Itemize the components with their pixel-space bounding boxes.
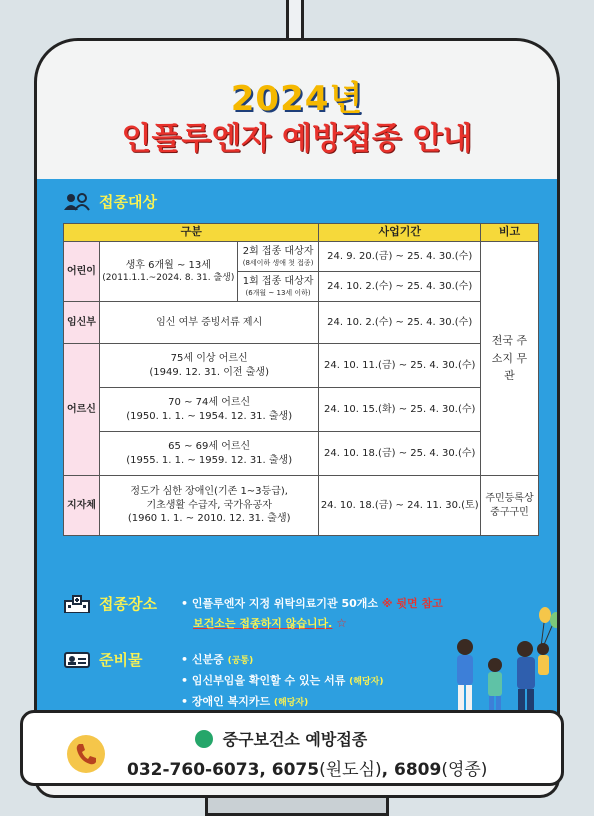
center-name <box>195 727 367 750</box>
elder70-period: 24. 10. 15.(화) ~ 25. 4. 30.(수) <box>319 388 481 432</box>
phone-main: 032-760-6073, 6075 <box>127 760 320 780</box>
local-note <box>480 476 538 536</box>
prep-item <box>181 651 253 667</box>
prep-item-text: • 임신부임을 확인할 수 있는 서류 <box>181 674 346 687</box>
second-period: 24. 9. 20.(금) ~ 25. 4. 30.(수) <box>319 242 481 272</box>
elder70-sub: (1950. 1. 1. ~ 1954. 12. 31. 출생) <box>126 410 293 422</box>
elder75-sub: (1949. 12. 31. 이전 출생) <box>149 366 269 378</box>
prep-item <box>181 693 308 709</box>
elder70-cell <box>99 388 319 432</box>
pregnant-label: 임신부 <box>64 302 100 344</box>
phone-numbers <box>127 755 487 780</box>
phone-glyph <box>67 735 105 773</box>
pregnant-desc: 임신 여부 증빙서류 제시 <box>99 302 319 344</box>
place-line1-text: • 인플루엔자 지정 위탁의료기관 50개소 <box>181 597 379 610</box>
content-panel <box>37 179 557 739</box>
second-dose-cell <box>237 242 319 272</box>
first-dose: 1회 접종 대상자 <box>242 276 314 288</box>
table-row <box>64 242 539 272</box>
header-note: 비고 <box>480 224 538 242</box>
phone-loc1: (원도심) <box>319 760 382 780</box>
prep-heading <box>63 649 142 670</box>
elder70: 70 ~ 74세 어르신 <box>168 397 251 408</box>
table-row <box>64 302 539 344</box>
kids-label: 어린이 <box>64 242 100 302</box>
second-dose-sub: (8세이하 생애 첫 접종) <box>242 258 314 267</box>
local-desc2: 기초생활 수급자, 국가유공자 <box>146 499 272 511</box>
elder75-period: 24. 10. 11.(금) ~ 25. 4. 30.(수) <box>319 344 481 388</box>
place-line2 <box>193 615 347 631</box>
table-row <box>64 476 539 536</box>
elder65-cell <box>99 432 319 476</box>
id-card-icon <box>63 651 91 669</box>
prep-item <box>181 672 383 688</box>
place-heading <box>63 593 157 614</box>
contact-footer <box>20 710 564 786</box>
place-line2-text: 보건소는 접종하지 않습니다. <box>193 617 333 630</box>
first-dose-cell <box>237 272 319 302</box>
place-line1 <box>181 595 443 611</box>
note-cell <box>480 242 538 476</box>
health-center-icon <box>195 730 213 748</box>
local-note-text: 주민등록상 중구구민 <box>485 493 534 518</box>
title-year: 2024년 <box>230 79 364 119</box>
elder75-cell <box>99 344 319 388</box>
table-header-row <box>64 224 539 242</box>
elder75: 75세 이상 어르신 <box>170 353 248 364</box>
first-dose-sub: (6개월 ~ 13세 이하) <box>245 288 311 297</box>
prep-item-note: (해당자) <box>273 698 309 708</box>
elder65: 65 ~ 69세 어르신 <box>168 441 251 452</box>
table-row <box>64 432 539 476</box>
place-line1-note: ※ 뒷면 참고 <box>381 597 443 610</box>
center-name-text: 중구보건소 예방접종 <box>222 730 368 749</box>
hospital-icon <box>63 595 91 613</box>
phone-icon <box>67 735 105 773</box>
people-icon <box>63 193 91 211</box>
title-main: 인플루엔자 예방접종 안내 <box>121 121 473 157</box>
note-text: 전국 주소지 무관 <box>491 334 528 383</box>
prep-item-text: • 장애인 복지카드 <box>181 695 271 708</box>
prep-item-note: (공통) <box>227 656 254 666</box>
prep-item-note: (해당자) <box>349 677 384 687</box>
kids-age-cell <box>99 242 237 302</box>
target-heading-text: 접종대상 <box>99 193 157 211</box>
schedule-table <box>63 223 539 536</box>
elder65-sub: (1955. 1. 1. ~ 1959. 12. 31. 출생) <box>126 454 293 466</box>
kids-age: 생후 6개월 ~ 13세 <box>125 259 211 271</box>
pregnant-period: 24. 10. 2.(수) ~ 25. 4. 30.(수) <box>319 302 481 344</box>
local-label: 지자체 <box>64 476 100 536</box>
prep-heading-text: 준비물 <box>99 651 143 669</box>
header-period: 사업기간 <box>319 224 481 242</box>
prep-item-text: • 신분증 <box>181 653 224 666</box>
local-desc-cell <box>99 476 319 536</box>
poster-sign <box>34 38 560 798</box>
table-row <box>64 388 539 432</box>
kids-age-sub: (2011.1.1.~2024. 8. 31. 출생) <box>102 273 235 284</box>
local-desc1: 정도가 심한 장애인(기존 1~3등급), <box>130 486 288 498</box>
target-heading <box>63 191 157 212</box>
local-period: 24. 10. 18.(금) ~ 24. 11. 30.(토) <box>319 476 481 536</box>
elder-label: 어르신 <box>64 344 100 476</box>
header-category: 구분 <box>64 224 319 242</box>
first-period: 24. 10. 2.(수) ~ 25. 4. 30.(수) <box>319 272 481 302</box>
phone-second: , 6809 <box>381 760 442 780</box>
place-heading-text: 접종장소 <box>99 595 157 613</box>
second-dose: 2회 접종 대상자 <box>242 246 314 258</box>
local-desc3: (1960 1. 1. ~ 2010. 12. 31. 출생) <box>127 513 291 525</box>
sparkle-icon: ☆ <box>336 616 347 630</box>
elder65-period: 24. 10. 18.(금) ~ 25. 4. 30.(수) <box>319 432 481 476</box>
phone-loc2: (영종) <box>441 760 488 780</box>
table-row <box>64 344 539 388</box>
